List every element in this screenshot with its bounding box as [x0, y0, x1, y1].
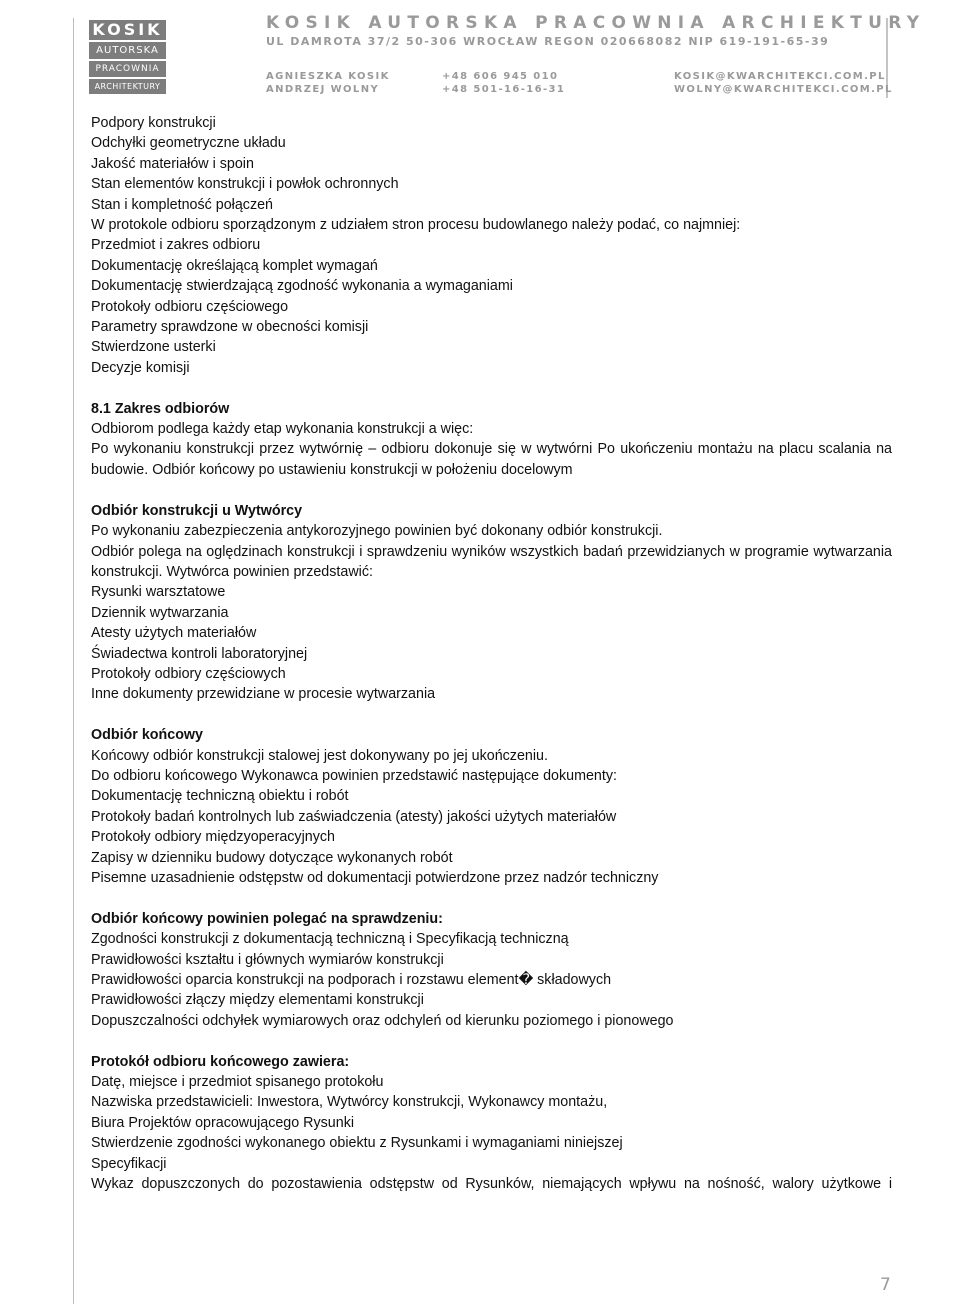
list-item: Protokoły odbiory międzyoperacyjnych	[91, 829, 335, 846]
section-heading-zakres: 8.1 Zakres odbiorów	[91, 400, 230, 417]
paragraph: Odbiór polega na oględzinach konstrukcji i sprawdzeniu wyników wszystkich badań przewidzianych w programie wytwarzania konstrukcji. Wytwórca powinien przedstawić:	[91, 543, 892, 580]
list-item: Przedmiot i zakres odbioru	[91, 237, 261, 254]
logo-line-kosik: KOSIK	[89, 20, 166, 40]
list-item: Jakość materiałów i spoin	[91, 155, 254, 172]
list-item: Odchyłki geometryczne układu	[91, 135, 286, 152]
letterhead-title: KOSIK AUTORSKA PRACOWNIA ARCHIEKTURY	[266, 13, 926, 33]
contact-2-phone: +48 501-16-16-31	[442, 84, 566, 95]
company-logo	[89, 20, 166, 96]
list-item: Parametry sprawdzone w obecności komisji	[91, 319, 369, 336]
list-item: Stan i kompletność połączeń	[91, 196, 273, 213]
document-body	[91, 113, 892, 1194]
paragraph-line: Do odbioru końcowego Wykonawca powinien przedstawić następujące dokumenty:	[91, 767, 617, 784]
logo-line-autorska: AUTORSKA	[89, 42, 166, 59]
list-item: Zapisy w dzienniku budowy dotyczące wykonanych robót	[91, 849, 453, 866]
list-item: Decyzje komisji	[91, 359, 190, 376]
logo-line-architektury: ARCHITEKTURY	[89, 79, 166, 94]
paragraph-line: Końcowy odbiór konstrukcji stalowej jest dokonywany po jej ukończeniu.	[91, 747, 548, 764]
list-item: Stwierdzenie zgodności wykonanego obiektu z Rysunkami i wymaganiami niniejszej	[91, 1135, 623, 1152]
list-item: Stwierdzone usterki	[91, 339, 216, 356]
page-frame-left-rule	[73, 18, 74, 1304]
list-item: Dokumentację techniczną obiektu i robót	[91, 788, 349, 805]
list-item: Rysunki warsztatowe	[91, 584, 226, 601]
list-item: Prawidłowości kształtu i głównych wymiarów konstrukcji	[91, 951, 444, 968]
list-item: Prawidłowości złączy między elementami konstrukcji	[91, 992, 424, 1009]
list-item: Dokumentację określającą komplet wymagań	[91, 257, 378, 274]
paragraph: Po wykonaniu konstrukcji przez wytwórnię – odbioru dokonuje się w wytwórni Po ukończeniu montażu na placu scalania na budowie. Odbiór końcowy po ustawieniu konstrukcji w położeniu docelowym	[91, 441, 892, 478]
section-heading-sprawdzenie: Odbiór końcowy powinien polegać na sprawdzeniu:	[91, 910, 443, 927]
letterhead-address: UL DAMROTA 37/2 50-306 WROCŁAW REGON 020668082 NIP 619-191-65-39	[266, 35, 830, 48]
contact-2-email: WOLNY@KWARCHITEKCI.COM.PL	[674, 84, 893, 95]
list-item: Dziennik wytwarzania	[91, 604, 229, 621]
list-item: Nazwiska przedstawicieli: Inwestora, Wytwórcy konstrukcji, Wykonawcy montażu,	[91, 1094, 608, 1111]
list-item: Pisemne uzasadnienie odstępstw od dokumentacji potwierdzone przez nadzór techniczny	[91, 869, 659, 886]
page-number: 7	[880, 1275, 891, 1295]
section-heading-protokol: Protokół odbioru końcowego zawiera:	[91, 1053, 350, 1070]
list-item: Specyfikacji	[91, 1155, 167, 1172]
contact-1-email: KOSIK@KWARCHITEKCI.COM.PL	[674, 71, 886, 82]
section-heading-wytworca: Odbiór konstrukcji u Wytwórcy	[91, 502, 303, 519]
list-item: Inne dokumenty przewidziane w procesie wytwarzania	[91, 686, 436, 703]
list-item: Atesty użytych materiałów	[91, 625, 257, 642]
list-item: Dokumentację stwierdzającą zgodność wykonania a wymaganiami	[91, 278, 513, 295]
list-item: Stan elementów konstrukcji i powłok ochronnych	[91, 176, 399, 193]
contact-2-name: ANDRZEJ WOLNY	[266, 84, 380, 95]
list-item: Prawidłowości oparcia konstrukcji na podporach i rozstawu element� składowych	[91, 972, 612, 988]
list-item: Dopuszczalności odchyłek wymiarowych oraz odchyleń od kierunku poziomego i pionowego	[91, 1012, 674, 1029]
list-item-last: Wykaz dopuszczonych do pozostawienia odstępstw od Rysunków, niemających wpływu na nośność, walory użytkowe i	[91, 1176, 892, 1193]
list-item: Biura Projektów opracowującego Rysunki	[91, 1114, 355, 1131]
list-item: Protokoły odbioru częściowego	[91, 298, 289, 315]
logo-line-pracownia: PRACOWNIA	[89, 61, 166, 77]
section-heading-koncowy: Odbiór końcowy	[91, 727, 204, 744]
contact-1-phone: +48 606 945 010	[442, 71, 559, 82]
list-item: Zgodności konstrukcji z dokumentacją techniczną i Specyfikacją techniczną	[91, 931, 569, 948]
list-item: Protokoły odbiory częściowych	[91, 665, 286, 682]
list-item: Podpory konstrukcji	[91, 115, 216, 131]
list-item: Protokoły badań kontrolnych lub zaświadczenia (atesty) jakości użytych materiałów	[91, 808, 617, 825]
list-item: W protokole odbioru sporządzonym z udziałem stron procesu budowlanego należy podać, co najmniej:	[91, 217, 741, 234]
contact-1-name: AGNIESZKA KOSIK	[266, 71, 390, 82]
list-item: Datę, miejsce i przedmiot spisanego protokołu	[91, 1074, 384, 1091]
list-item: Świadectwa kontroli laboratoryjnej	[91, 645, 308, 662]
paragraph-line: Po wykonaniu zabezpieczenia antykorozyjnego powinien być dokonany odbiór konstrukcji.	[91, 523, 663, 540]
paragraph-line: Odbiorom podlega każdy etap wykonania konstrukcji a więc:	[91, 421, 474, 438]
